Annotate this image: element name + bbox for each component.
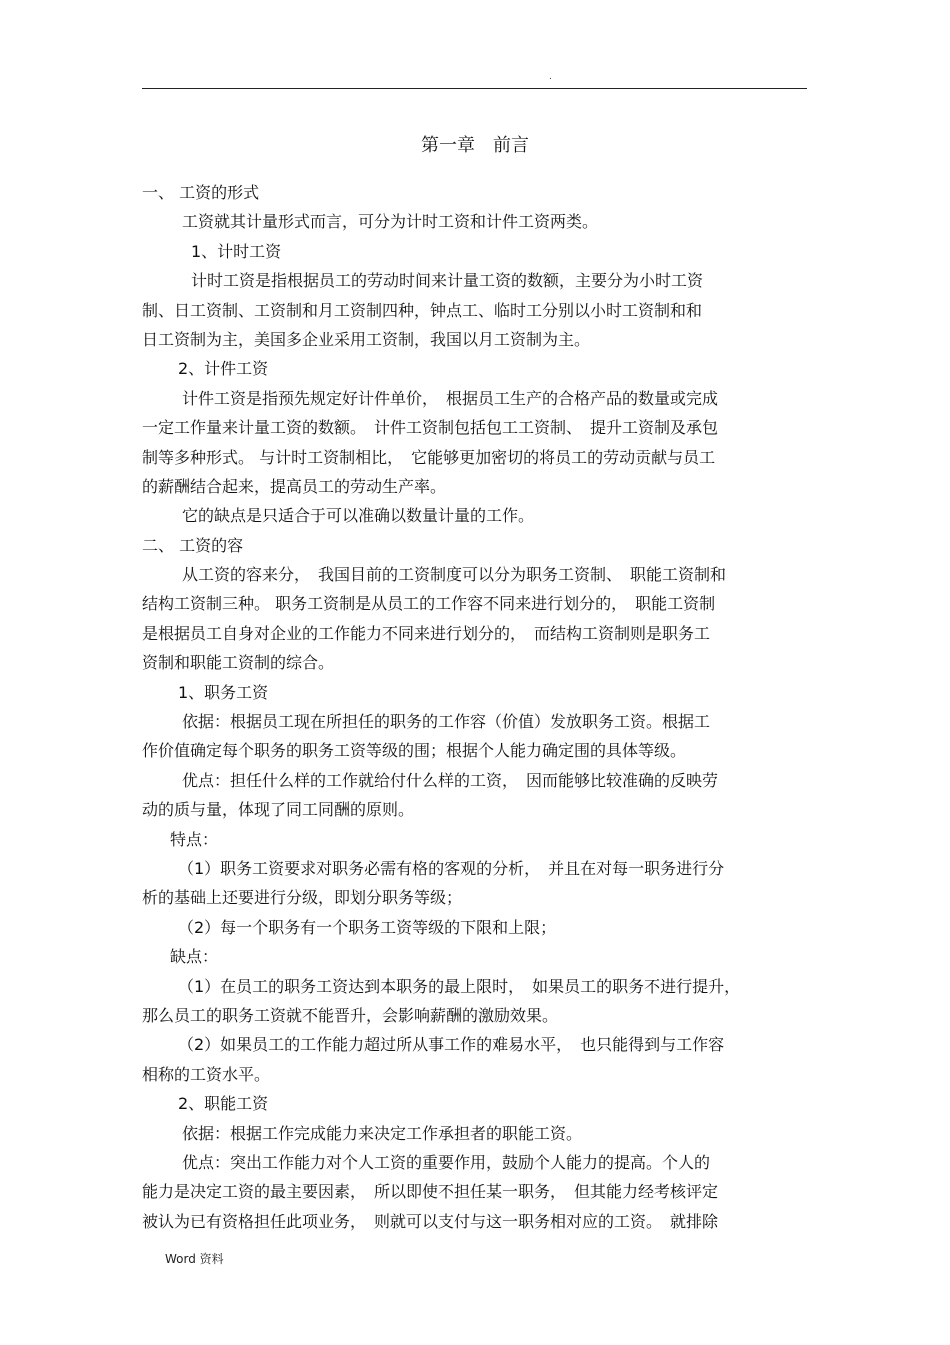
text-line: 工资就其计量形式而言，可分为计时工资和计件工资两类。 [182, 212, 599, 232]
text-line: 缺点： [170, 947, 219, 967]
text-line: （2）每一个职务有一个职务工资等级的下限和上限； [178, 917, 557, 937]
header-mark: . [549, 72, 552, 82]
text-line: 2、计件工资 [178, 359, 269, 379]
text-line: 依据：根据工作完成能力来决定工作承担者的职能工资。 [182, 1123, 583, 1143]
text-line: （1）在员工的职务工资达到本职务的最上限时， 如果员工的职务不进行提升， [178, 976, 741, 996]
text-line: 资制和职能工资制的综合。 [142, 653, 335, 673]
page-title: 第一章 前言 [421, 135, 529, 156]
header-rule [142, 88, 807, 89]
text-line: 优点：担任什么样的工作就给付什么样的工资， 因而能够比较准确的反映劳 [182, 770, 719, 790]
text-line: 1、职务工资 [178, 682, 269, 702]
text-line: 计件工资是指预先规定好计件单价， 根据员工生产的合格产品的数量或完成 [182, 388, 719, 408]
text-line: 特点： [170, 829, 219, 849]
text-line: 一、 工资的形式 [142, 183, 260, 202]
text-line: （2）如果员工的工作能力超过所从事工作的难易水平， 也只能得到与工作容 [178, 1035, 725, 1055]
text-line: 制、日工资制、工资制和月工资制四种，钟点工、临时工分别以小时工资制和和 [142, 300, 703, 320]
text-line: 被认为已有资格担任此项业务， 则就可以支付与这一职务相对应的工资。 就排除 [142, 1211, 719, 1231]
text-line: 作价值确定每个职务的职务工资等级的围；根据个人能力确定围的具体等级。 [142, 741, 687, 761]
text-line: 依据：根据员工现在所担任的职务的工作容（价值）发放职务工资。根据工 [182, 712, 711, 732]
text-line: （1）职务工资要求对职务必需有格的客观的分析， 并且在对每一职务进行分 [178, 858, 725, 878]
text-line: 计时工资是指根据员工的劳动时间来计量工资的数额，主要分为小时工资 [191, 271, 704, 291]
text-line: 它的缺点是只适合于可以准确以数量计量的工作。 [182, 506, 535, 526]
footer-label: Word 资料 [165, 1252, 224, 1266]
text-line: 析的基础上还要进行分级，即划分职务等级； [142, 888, 463, 908]
text-line: 能力是决定工资的最主要因素， 所以即使不担任某一职务， 但其能力经考核评定 [142, 1182, 719, 1202]
text-line: 日工资制为主，美国多企业采用工资制，我国以月工资制为主。 [142, 329, 591, 349]
text-line: 是根据员工自身对企业的工作能力不同来进行划分的， 而结构工资制则是职务工 [142, 623, 711, 643]
text-line: 结构工资制三种。 职务工资制是从员工的工作容不同来进行划分的， 职能工资制 [142, 594, 716, 614]
text-line: 2、职能工资 [178, 1094, 269, 1114]
text-line: 1、计时工资 [191, 241, 282, 261]
text-line: 相称的工资水平。 [142, 1064, 271, 1084]
text-line: 二、 工资的容 [142, 535, 244, 555]
text-line: 那么员工的职务工资就不能晋升，会影响薪酬的激励效果。 [142, 1005, 559, 1025]
document-body [142, 178, 814, 1236]
text-line: 从工资的容来分， 我国目前的工资制度可以分为职务工资制、 职能工资制和 [182, 565, 727, 585]
text-line: 一定工作量来计量工资的数额。 计件工资制包括包工工资制、 提升工资制及承包 [142, 418, 719, 438]
text-line: 优点：突出工作能力对个人工资的重要作用，鼓励个人能力的提高。个人的 [182, 1152, 711, 1172]
text-line: 制等多种形式。 与计时工资制相比， 它能够更加密切的将员工的劳动贡献与员工 [142, 447, 716, 467]
text-line: 的薪酬结合起来，提高员工的劳动生产率。 [142, 476, 447, 496]
text-line: 动的质与量，体现了同工同酬的原则。 [142, 800, 415, 820]
